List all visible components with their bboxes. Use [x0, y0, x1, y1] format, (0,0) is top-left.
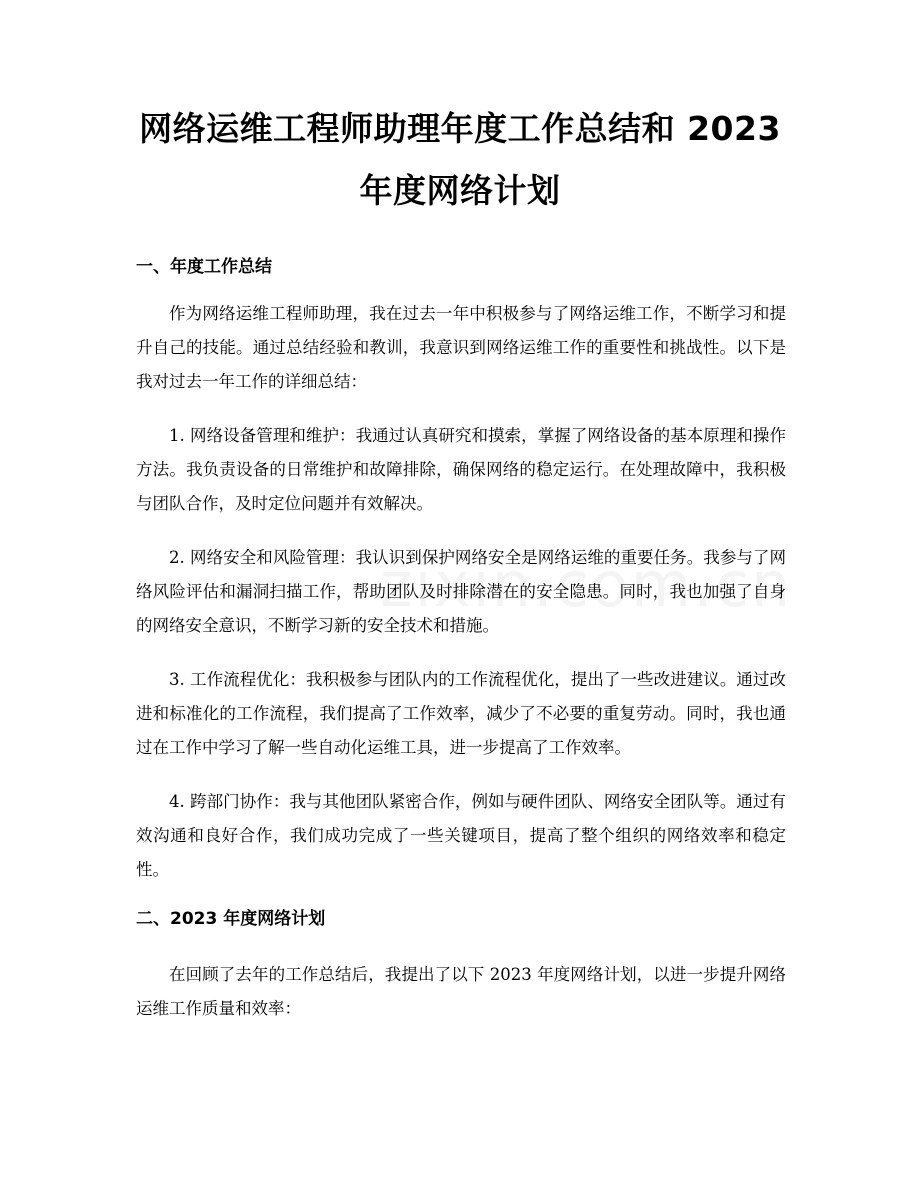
document-title: 网络运维工程师助理年度工作总结和 2023 年度网络计划 [139, 109, 781, 210]
plan-intro-paragraph: 在回顾了去年的工作总结后，我提出了以下 2023 年度网络计划，以进一步提升网络运维工作质量和效率： [136, 965, 786, 1018]
section-heading-annual-summary: 一、年度工作总结 [136, 257, 272, 277]
summary-item-1: 1. 网络设备管理和维护：我通过认真研究和摸索，掌握了网络设备的基本原理和操作方法。我负责设备的日常维护和故障排除，确保网络的稳定运行。在处理故障中，我积极与团队合作，及时定位问题并有效解决。 [136, 426, 786, 513]
section-heading-2023-plan: 二、2023 年度网络计划 [136, 909, 326, 929]
summary-intro-paragraph: 作为网络运维工程师助理，我在过去一年中积极参与了网络运维工作，不断学习和提升自己的技能。通过总结经验和教训，我意识到网络运维工作的重要性和挑战性。以下是我对过去一年工作的详细总结： [136, 304, 786, 391]
summary-item-3: 3. 工作流程优化：我积极参与团队内的工作流程优化，提出了一些改进建议。通过改进和标准化的工作流程，我们提高了工作效率，减少了不必要的重复劳动。同时，我也通过在工作中学习了解一些自动化运维工具，进一步提高了工作效率。 [136, 670, 786, 757]
watermark [380, 548, 792, 621]
summary-item-2: 2. 网络安全和风险管理：我认识到保护网络安全是网络运维的重要任务。我参与了网络风险评估和漏洞扫描工作，帮助团队及时排除潜在的安全隐患。同时，我也加强了自身的网络安全意识，不断学习新的安全技术和措施。 [136, 548, 786, 635]
summary-item-4: 4. 跨部门协作：我与其他团队紧密合作，例如与硬件团队、网络安全团队等。通过有效沟通和良好合作，我们成功完成了一些关键项目，提高了整个组织的网络效率和稳定性。 [136, 792, 786, 879]
